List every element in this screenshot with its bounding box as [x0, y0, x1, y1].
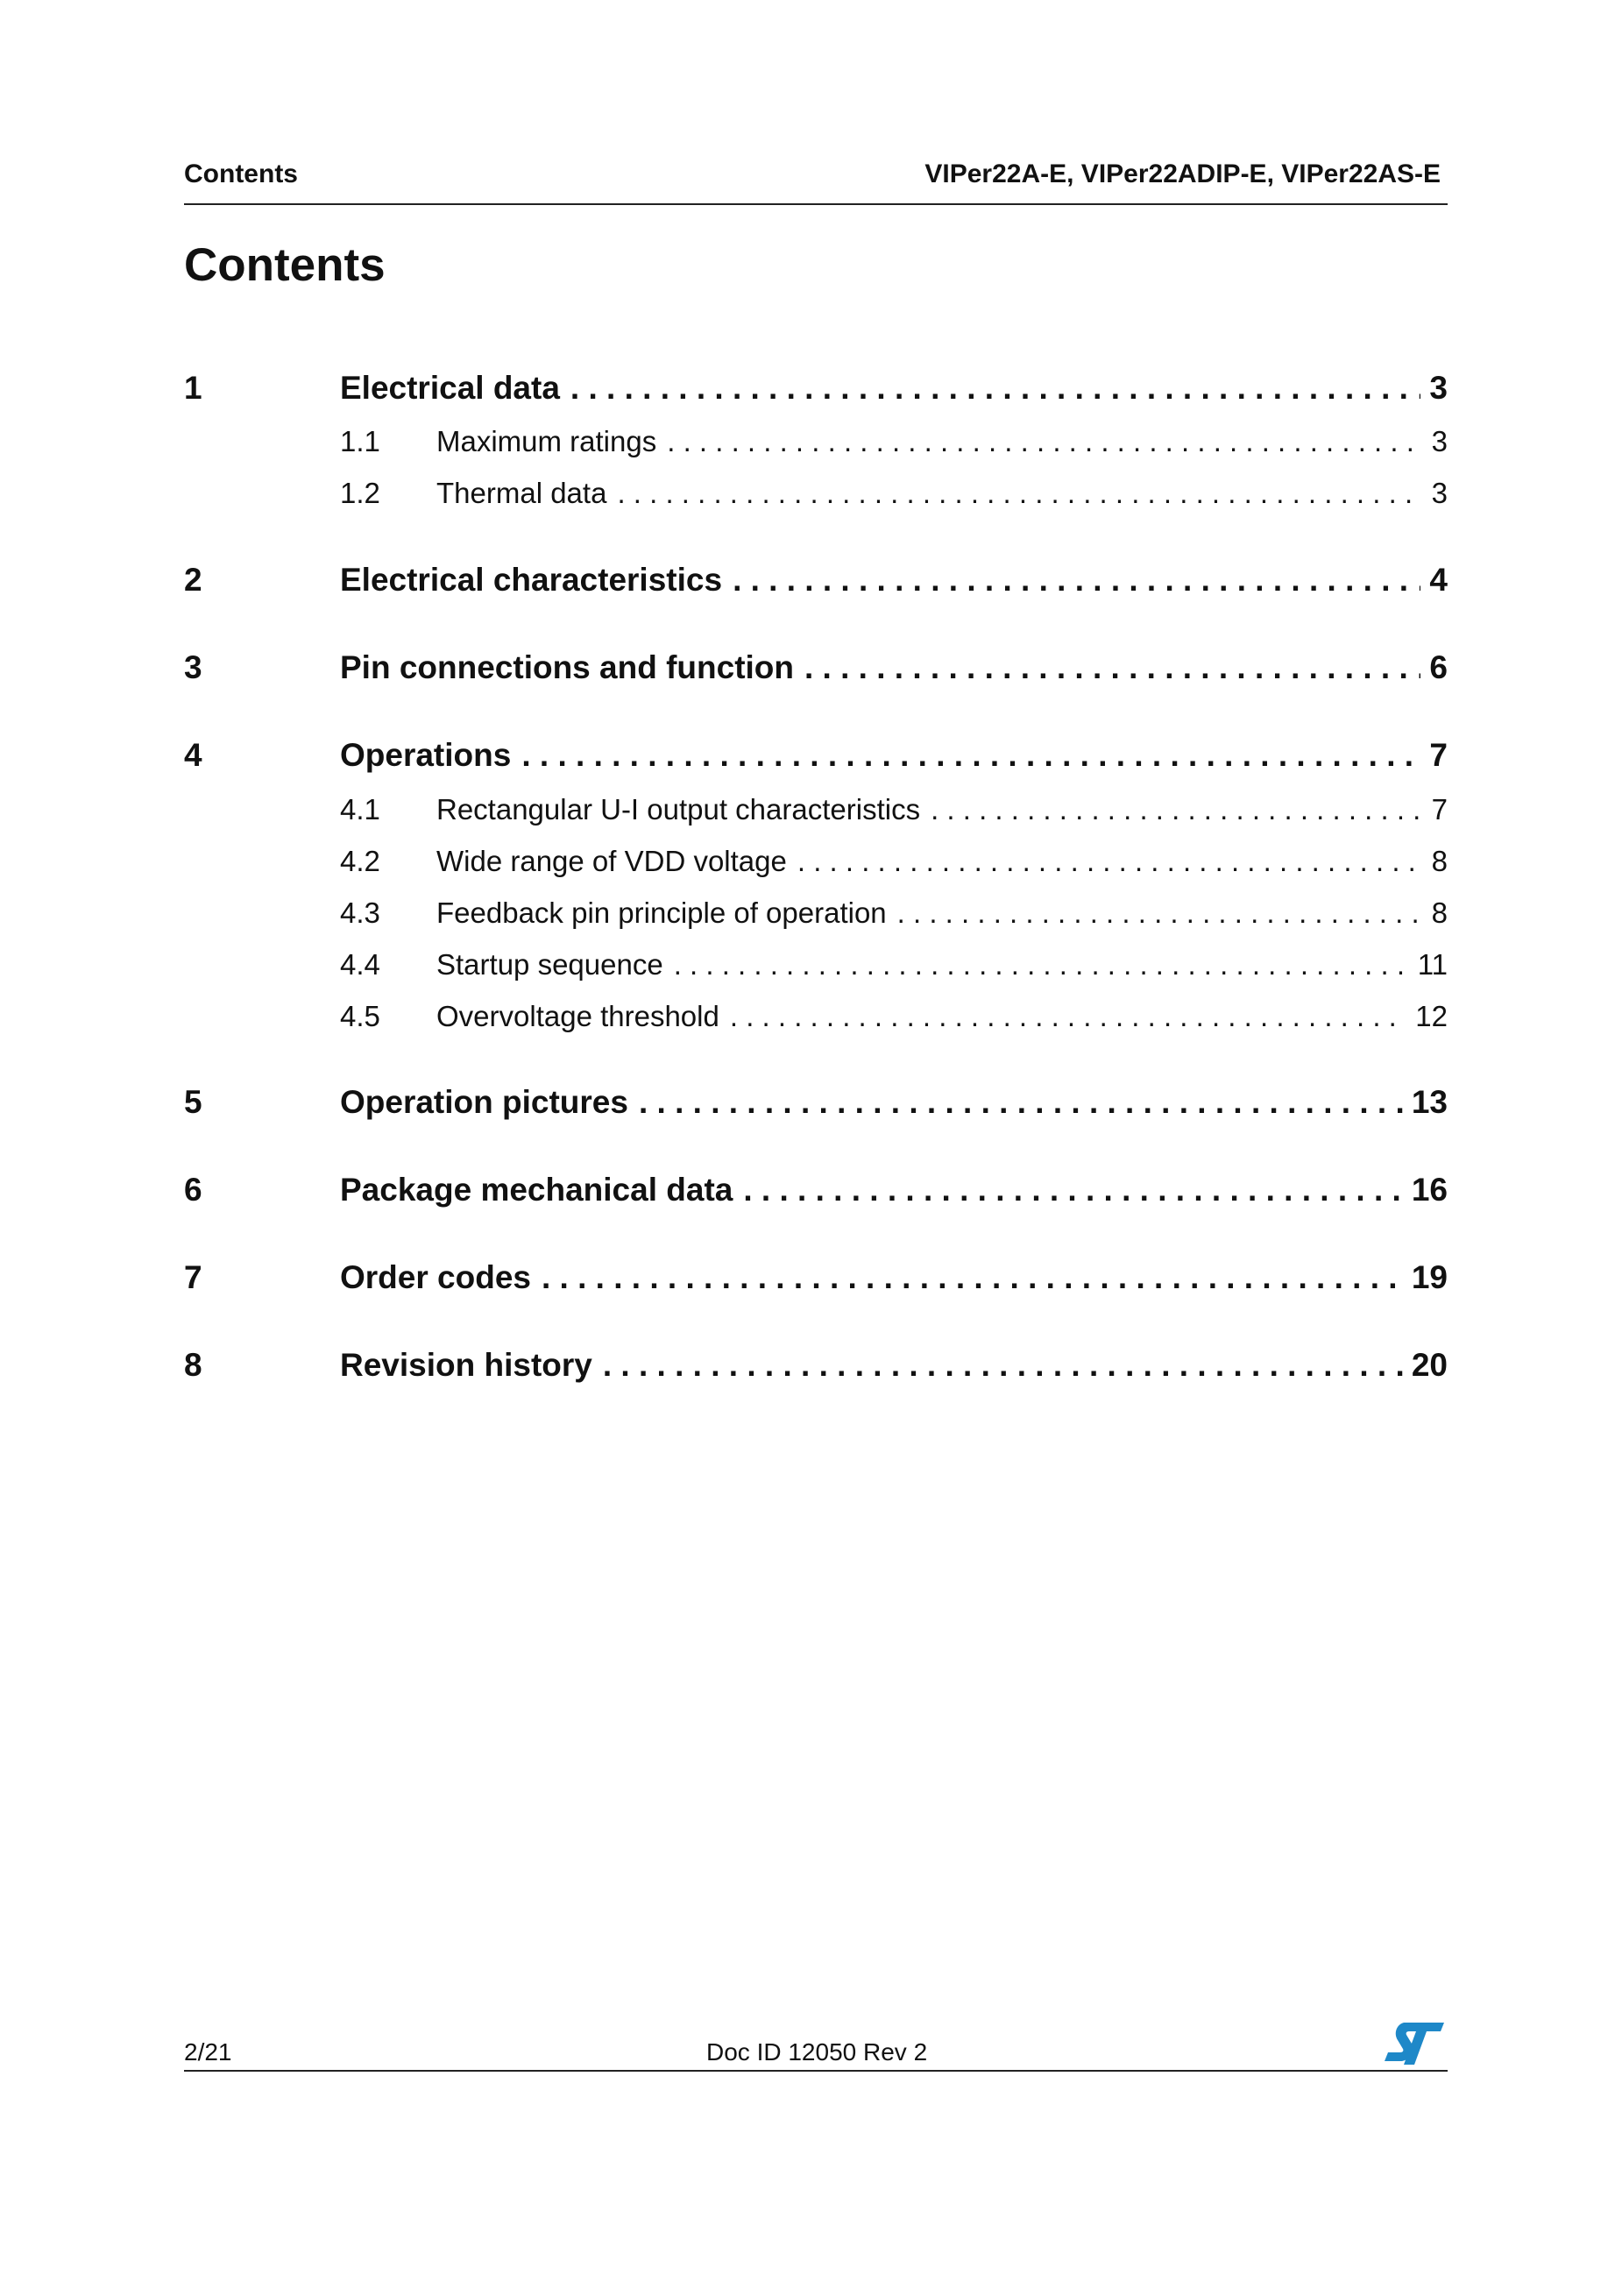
toc-number: 4.4 [340, 948, 380, 981]
toc-title: Maximum ratings [436, 425, 657, 457]
page-title: Contents [184, 239, 386, 291]
toc-page: 16 [1411, 1172, 1448, 1208]
toc-title: Feedback pin principle of operation [436, 896, 887, 929]
toc-title: Startup sequence [436, 948, 663, 981]
toc-page: 8 [1431, 845, 1448, 877]
toc-title: Operations [340, 737, 512, 773]
toc-title: Order codes [340, 1259, 531, 1295]
toc-title: Package mechanical data [340, 1172, 733, 1208]
page-number: 2/21 [184, 2038, 232, 2066]
toc-number: 4.1 [340, 793, 380, 826]
toc-page: 7 [1429, 737, 1448, 773]
toc-title: Operation pictures [340, 1084, 628, 1120]
toc-number: 6 [184, 1172, 202, 1208]
page-header [184, 154, 1448, 205]
toc-number: 1.1 [340, 425, 380, 457]
toc-entry-4-1[interactable] [184, 793, 1448, 826]
toc-entry-6[interactable] [184, 1172, 1448, 1208]
toc-page: 4 [1429, 562, 1448, 598]
toc-page: 13 [1411, 1084, 1448, 1120]
toc-title: Rectangular U-I output characteristics [436, 793, 921, 826]
dot-leader [931, 793, 1423, 826]
toc-title: Revision history [340, 1347, 592, 1383]
dot-leader [542, 1259, 1403, 1296]
toc-page: 6 [1429, 649, 1448, 685]
toc-number: 4.2 [340, 845, 380, 877]
dot-leader [743, 1172, 1402, 1208]
toc-entry-1-2[interactable] [184, 477, 1448, 510]
header-product-names: VIPer22A-E, VIPer22ADIP-E, VIPer22AS-E [924, 159, 1441, 188]
toc-entry-7[interactable] [184, 1259, 1448, 1296]
toc-title: Electrical characteristics [340, 562, 723, 598]
toc-entry-5[interactable] [184, 1084, 1448, 1121]
toc-number: 5 [184, 1084, 202, 1120]
toc-entry-8[interactable] [184, 1347, 1448, 1384]
toc-entry-4-2[interactable] [184, 845, 1448, 878]
toc-page: 20 [1411, 1347, 1448, 1383]
toc-title: Overvoltage threshold [436, 1000, 719, 1032]
toc-number: 2 [184, 562, 202, 598]
toc-title: Wide range of VDD voltage [436, 845, 787, 877]
toc-entry-4-4[interactable] [184, 948, 1448, 981]
toc-number: 8 [184, 1347, 202, 1383]
toc-entry-4-5[interactable] [184, 1000, 1448, 1033]
toc-page: 12 [1415, 1000, 1448, 1032]
toc-entry-3[interactable] [184, 649, 1448, 686]
dot-leader [639, 1084, 1403, 1121]
dot-leader [570, 370, 1421, 407]
toc-entry-1[interactable] [184, 370, 1448, 407]
toc-number: 1 [184, 370, 202, 406]
dot-leader [521, 737, 1420, 774]
st-logo-icon [1383, 2021, 1446, 2066]
toc-page: 3 [1431, 425, 1448, 457]
toc-page: 3 [1429, 370, 1448, 406]
toc-page: 3 [1431, 477, 1448, 509]
dot-leader [603, 1347, 1403, 1384]
dot-leader [797, 845, 1423, 878]
toc-number: 3 [184, 649, 202, 685]
toc-page: 7 [1431, 793, 1448, 826]
page-footer [184, 2024, 1448, 2072]
toc-title: Electrical data [340, 370, 560, 406]
dot-leader [897, 896, 1423, 930]
toc-page: 11 [1417, 948, 1448, 981]
dot-leader [617, 477, 1422, 510]
toc-number: 4.3 [340, 896, 380, 929]
toc-number: 1.2 [340, 477, 380, 509]
toc-entry-4[interactable] [184, 737, 1448, 774]
dot-leader [667, 425, 1422, 458]
toc-number: 4.5 [340, 1000, 380, 1032]
toc-page: 8 [1431, 896, 1448, 929]
toc-entry-4-3[interactable] [184, 896, 1448, 930]
header-section-label: Contents [184, 159, 298, 188]
toc-number: 7 [184, 1259, 202, 1295]
toc-title: Pin connections and function [340, 649, 794, 685]
dot-leader [674, 948, 1409, 981]
dot-leader [733, 562, 1420, 599]
doc-id: Doc ID 12050 Rev 2 [706, 2038, 928, 2066]
toc-entry-1-1[interactable] [184, 425, 1448, 458]
dot-leader [804, 649, 1420, 686]
toc-page: 19 [1411, 1259, 1448, 1295]
toc-number: 4 [184, 737, 202, 773]
dot-leader [730, 1000, 1406, 1033]
toc-title: Thermal data [436, 477, 607, 509]
toc-entry-2[interactable] [184, 562, 1448, 599]
